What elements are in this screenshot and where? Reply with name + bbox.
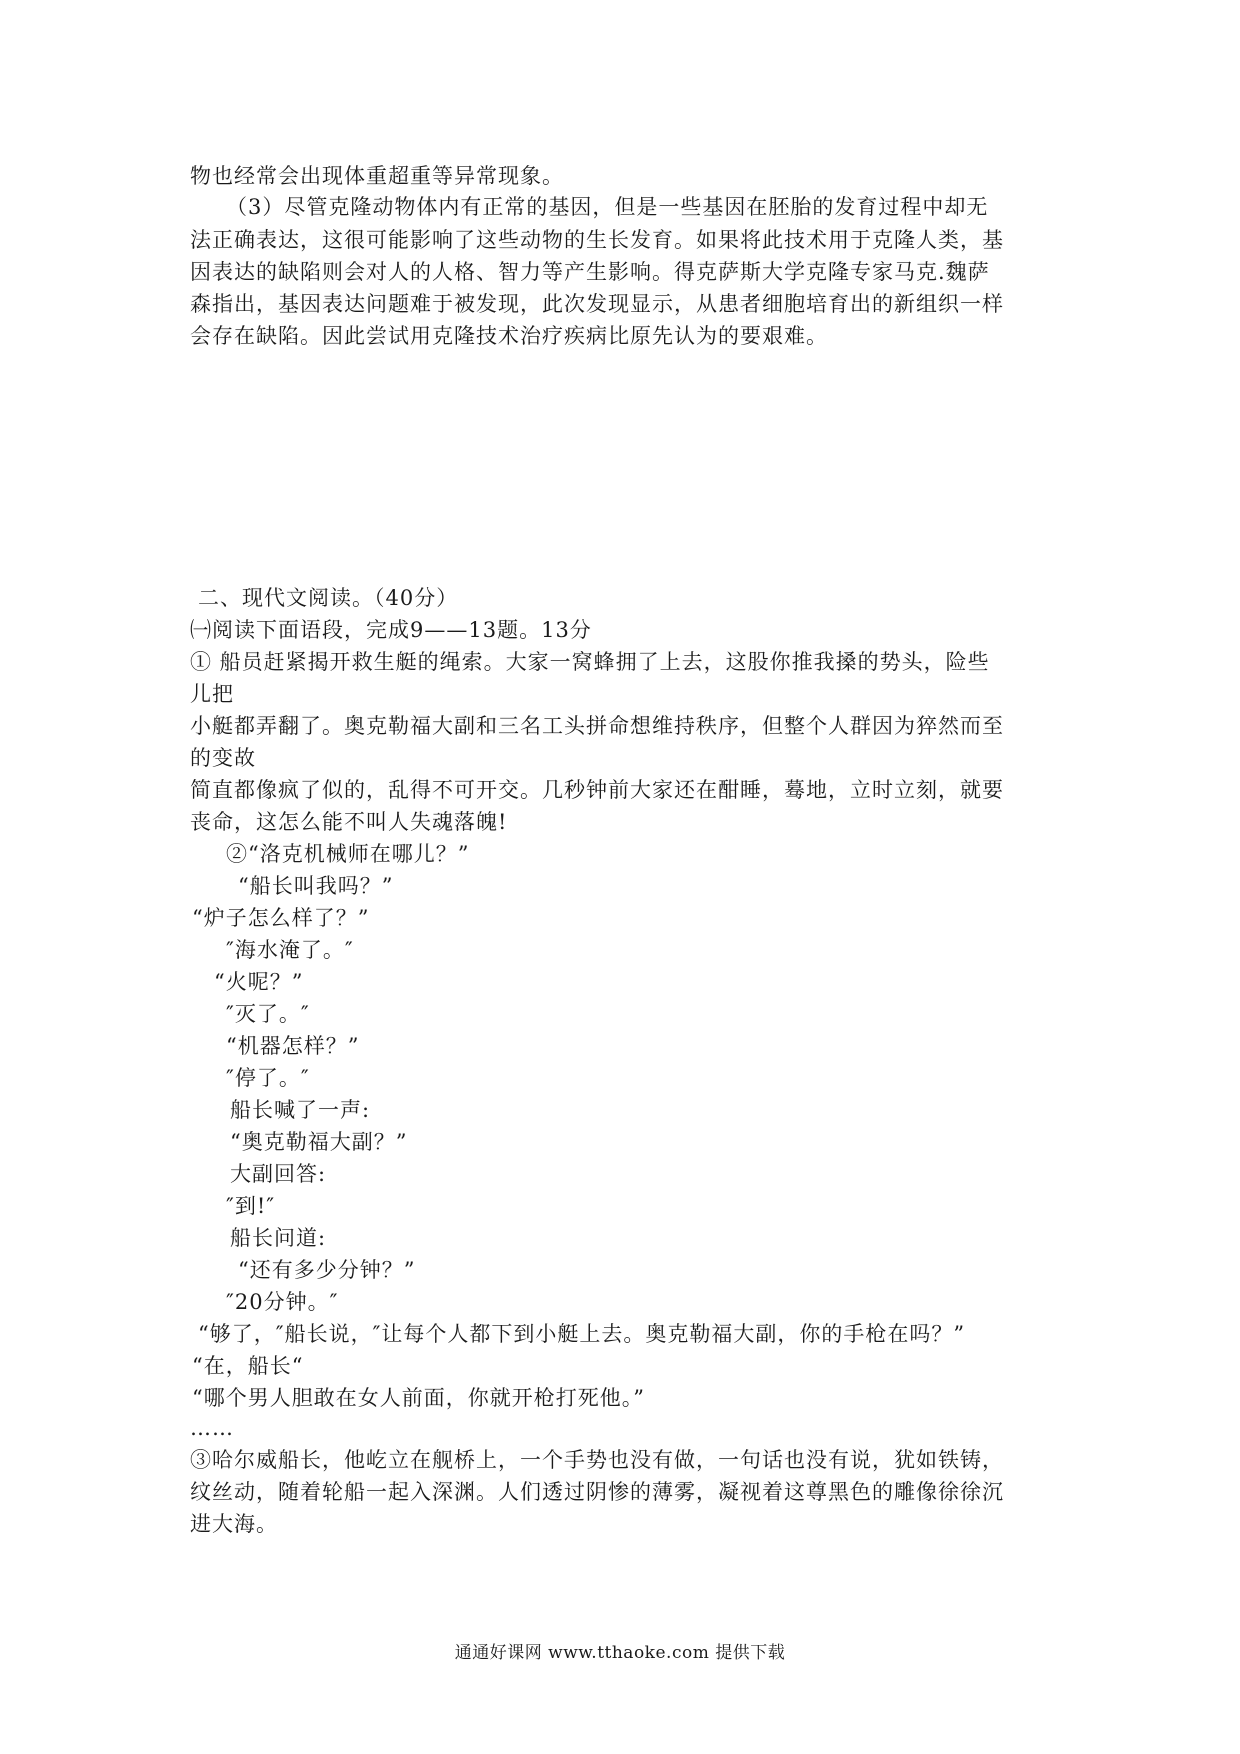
question-instruction: ㈠阅读下面语段，完成9——13题。13分 (190, 618, 592, 642)
dialogue-line: “炉子怎么样了？” (192, 906, 370, 930)
dialogue-line: “哪个男人胆敢在女人前面，你就开枪打死他。” (192, 1386, 645, 1410)
paragraph-line: 森指出，基因表达问题难于被发现，此次发现显示，从患者细胞培育出的新组织一样 (190, 292, 1004, 316)
dialogue-line: “机器怎样？” (226, 1034, 360, 1058)
dialogue-line: “火呢？” (214, 970, 304, 994)
dialogue-line: 船长喊了一声: (230, 1098, 371, 1122)
paragraph-line: ① 船员赶紧揭开救生艇的绳索。大家一窝蜂拥了上去，这股你推我搡的势头，险些 (190, 650, 990, 674)
paragraph-line: （3）尽管克隆动物体内有正常的基因，但是一些基因在胚胎的发育过程中却无 (226, 195, 989, 219)
ellipsis-line: …… (190, 1416, 234, 1440)
dialogue-line: “在，船长“ (192, 1354, 304, 1378)
page-footer: 通通好课网 www.tthaoke.com 提供下载 (454, 1643, 786, 1663)
dialogue-line: “船长叫我吗？” (238, 874, 394, 898)
dialogue-line: “够了，″船长说，″让每个人都下到小艇上去。奥克勒福大副，你的手枪在吗？” (198, 1322, 966, 1346)
paragraph-line: 简直都像疯了似的，乱得不可开交。几秒钟前大家还在酣睡，蓦地，立时立刻，就要 (190, 778, 1004, 802)
dialogue-line: 大副回答: (230, 1162, 327, 1186)
dialogue-line: 船长问道: (230, 1226, 327, 1250)
paragraph-line: 小艇都弄翻了。奥克勒福大副和三名工头拼命想维持秩序，但整个人群因为猝然而至 (190, 714, 1004, 738)
section-heading: 二、现代文阅读。（40分） (198, 586, 459, 610)
paragraph-line: 法正确表达，这很可能影响了这些动物的生长发育。如果将此技术用于克隆人类，基 (190, 228, 1004, 252)
dialogue-line: ②“洛克机械师在哪儿？” (226, 842, 470, 866)
paragraph-line: 进大海。 (190, 1512, 278, 1536)
paragraph-line: 儿把 (190, 682, 234, 706)
paragraph-line: 因表达的缺陷则会对人的人格、智力等产生影响。得克萨斯大学克隆专家马克.魏萨 (190, 260, 990, 284)
paragraph-line: 会存在缺陷。因此尝试用克隆技术治疗疾病比原先认为的要艰难。 (190, 324, 828, 348)
dialogue-line: “还有多少分钟？” (238, 1258, 416, 1282)
dialogue-line: ″停了。″ (226, 1066, 310, 1090)
paragraph-line: 的变故 (190, 746, 256, 770)
paragraph-line: ③哈尔威船长，他屹立在舰桥上，一个手势也没有做，一句话也没有说，犹如铁铸， (190, 1448, 1004, 1472)
paragraph-line: 纹丝动，随着轮船一起入深渊。人们透过阴惨的薄雾，凝视着这尊黑色的雕像徐徐沉 (190, 1480, 1004, 1504)
dialogue-line: ″20分钟。″ (226, 1290, 339, 1314)
paragraph-line: 丧命，这怎么能不叫人失魂落魄! (190, 810, 508, 834)
dialogue-line: ″海水淹了。″ (226, 938, 354, 962)
dialogue-line: “奥克勒福大副？” (230, 1130, 408, 1154)
dialogue-line: ″灭了。″ (226, 1002, 310, 1026)
paragraph-line: 物也经常会出现体重超重等异常现象。 (190, 164, 564, 188)
dialogue-line: ″到!″ (226, 1194, 276, 1218)
